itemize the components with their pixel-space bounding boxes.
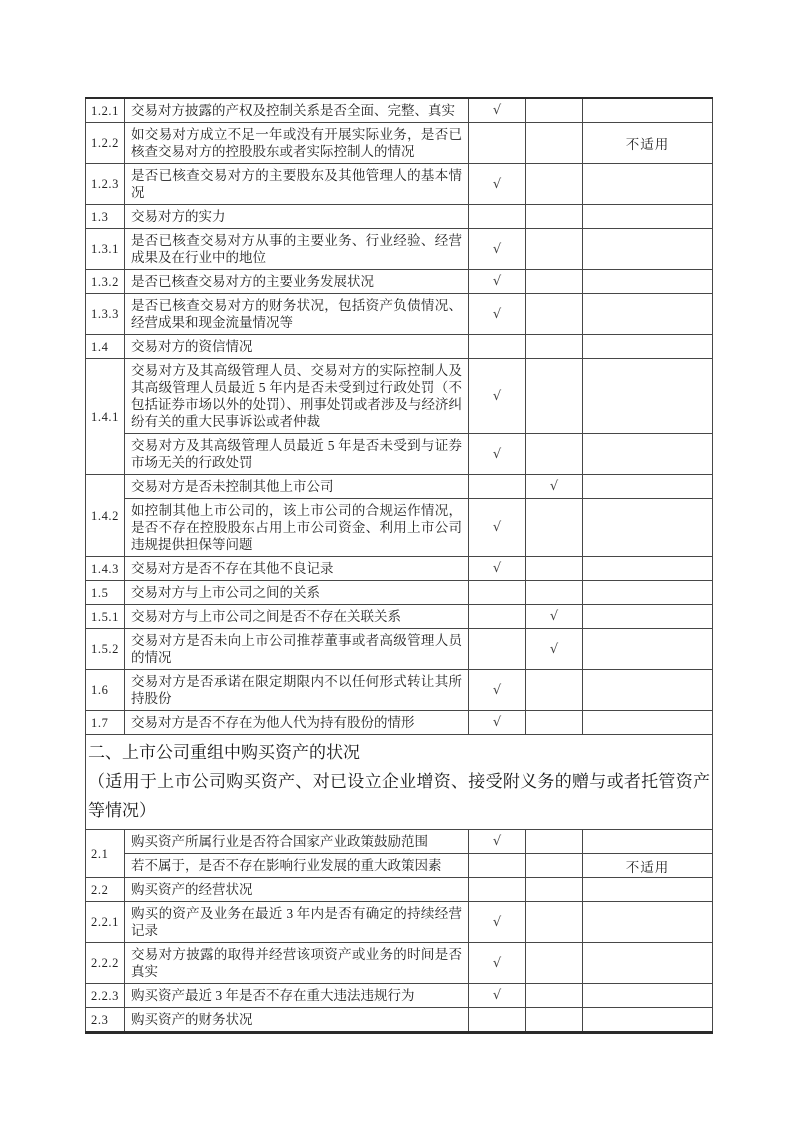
item-description: 交易对方是否未向上市公司推荐董事或者高级管理人员的情况	[125, 629, 469, 670]
item-number: 1.4.1	[86, 359, 125, 475]
item-number: 1.6	[86, 670, 125, 711]
table-row	[86, 711, 713, 735]
check-cell-2	[526, 943, 583, 984]
item-description: 购买资产所属行业是否符合国家产业政策鼓励范围	[125, 830, 469, 854]
item-number: 1.2.2	[86, 123, 125, 164]
checklist-body	[86, 98, 713, 1033]
check-cell-1	[469, 1008, 526, 1033]
item-description: 交易对方披露的取得并经营该项资产或业务的时间是否真实	[125, 943, 469, 984]
remark-cell	[583, 943, 713, 984]
item-number: 2.2.1	[86, 902, 125, 943]
table-row	[86, 902, 713, 943]
check-cell-2	[526, 359, 583, 434]
check-cell-2	[526, 581, 583, 605]
check-cell-2	[526, 670, 583, 711]
item-description: 交易对方及其高级管理人员、交易对方的实际控制人及其高级管理人员最近 5 年内是否未受到过行政处罚（不包括证券市场以外的处罚）、刑事处罚或者涉及与经济纠纷有关的重大民事诉讼或者仲裁	[125, 359, 469, 434]
table-row	[86, 229, 713, 270]
table-row	[86, 670, 713, 711]
due-diligence-checklist-table	[85, 97, 713, 1034]
table-row	[86, 1008, 713, 1033]
check-cell-2	[526, 878, 583, 902]
item-number: 1.2.3	[86, 164, 125, 205]
table-row	[86, 830, 713, 854]
remark-cell	[583, 830, 713, 854]
section-header-cell	[86, 735, 713, 830]
remark-cell	[583, 359, 713, 434]
remark-cell	[583, 557, 713, 581]
remark-cell	[583, 629, 713, 670]
check-cell-2: √	[526, 605, 583, 629]
item-description: 是否已核查交易对方的主要业务发展状况	[125, 270, 469, 294]
check-cell-2	[526, 270, 583, 294]
item-description: 交易对方与上市公司之间是否不存在关联关系	[125, 605, 469, 629]
table-row	[86, 984, 713, 1008]
check-cell-1	[469, 205, 526, 229]
section-title: 二、上市公司重组中购买资产的状况	[88, 743, 360, 762]
table-row	[86, 164, 713, 205]
item-description: 交易对方披露的产权及控制关系是否全面、完整、真实	[125, 98, 469, 123]
table-row	[86, 205, 713, 229]
check-cell-2	[526, 123, 583, 164]
check-cell-2	[526, 854, 583, 878]
check-cell-2	[526, 229, 583, 270]
remark-cell	[583, 605, 713, 629]
check-cell-1	[469, 605, 526, 629]
table-row	[86, 943, 713, 984]
item-number: 1.4.2	[86, 475, 125, 557]
table-row	[86, 270, 713, 294]
check-cell-1: √	[469, 434, 526, 475]
section-subtitle: （适用于上市公司购买资产、对已设立企业增资、接受附义务的赠与或者托管资产等情况）	[88, 772, 710, 820]
item-description: 交易对方的实力	[125, 205, 469, 229]
check-cell-1	[469, 475, 526, 499]
item-description: 交易对方是否不存在其他不良记录	[125, 557, 469, 581]
check-cell-2	[526, 499, 583, 557]
table-row	[86, 359, 713, 434]
check-cell-1: √	[469, 359, 526, 434]
item-number: 2.2.3	[86, 984, 125, 1008]
item-number: 1.4	[86, 335, 125, 359]
check-cell-2	[526, 984, 583, 1008]
remark-cell	[583, 499, 713, 557]
check-cell-1	[469, 123, 526, 164]
table-row	[86, 581, 713, 605]
check-cell-2	[526, 1008, 583, 1033]
check-cell-1: √	[469, 270, 526, 294]
item-number: 1.7	[86, 711, 125, 735]
item-number: 1.4.3	[86, 557, 125, 581]
check-cell-1: √	[469, 98, 526, 123]
table-row	[86, 854, 713, 878]
remark-cell	[583, 434, 713, 475]
item-description: 购买资产的经营状况	[125, 878, 469, 902]
item-description: 若不属于，是否不存在影响行业发展的重大政策因素	[125, 854, 469, 878]
table-row	[86, 123, 713, 164]
check-cell-2	[526, 902, 583, 943]
remark-cell	[583, 164, 713, 205]
table-row	[86, 499, 713, 557]
table-row	[86, 878, 713, 902]
check-cell-1: √	[469, 164, 526, 205]
check-cell-1: √	[469, 830, 526, 854]
item-number: 1.3.2	[86, 270, 125, 294]
check-cell-1: √	[469, 229, 526, 270]
item-number: 2.1	[86, 830, 125, 878]
item-description: 交易对方与上市公司之间的关系	[125, 581, 469, 605]
remark-cell	[583, 229, 713, 270]
check-cell-1	[469, 581, 526, 605]
check-cell-2	[526, 557, 583, 581]
item-number: 1.5.1	[86, 605, 125, 629]
table-row	[86, 605, 713, 629]
check-cell-1: √	[469, 499, 526, 557]
remark-cell	[583, 902, 713, 943]
section-row	[86, 735, 713, 830]
item-description: 是否已核查交易对方的财务状况，包括资产负债情况、经营成果和现金流量情况等	[125, 294, 469, 335]
item-description: 交易对方是否承诺在限定期限内不以任何形式转让其所持股份	[125, 670, 469, 711]
check-cell-1: √	[469, 711, 526, 735]
item-description: 购买的资产及业务在最近 3 年内是否有确定的持续经营记录	[125, 902, 469, 943]
item-number: 1.2.1	[86, 98, 125, 123]
remark-cell	[583, 581, 713, 605]
item-description: 是否已核查交易对方从事的主要业务、行业经验、经营成果及在行业中的地位	[125, 229, 469, 270]
check-cell-1	[469, 335, 526, 359]
check-cell-2	[526, 294, 583, 335]
remark-cell	[583, 98, 713, 123]
table-row	[86, 475, 713, 499]
remark-cell	[583, 335, 713, 359]
item-number: 2.2.2	[86, 943, 125, 984]
item-description: 购买资产最近 3 年是否不存在重大违法违规行为	[125, 984, 469, 1008]
check-cell-2	[526, 98, 583, 123]
remark-cell: 不适用	[583, 854, 713, 878]
remark-cell	[583, 711, 713, 735]
remark-cell	[583, 205, 713, 229]
item-number: 2.3	[86, 1008, 125, 1033]
check-cell-1	[469, 854, 526, 878]
item-description: 交易对方是否未控制其他上市公司	[125, 475, 469, 499]
remark-cell	[583, 270, 713, 294]
item-number: 1.5	[86, 581, 125, 605]
item-description: 如交易对方成立不足一年或没有开展实际业务，是否已核查交易对方的控股股东或者实际控制人的情况	[125, 123, 469, 164]
remark-cell	[583, 1008, 713, 1033]
remark-cell	[583, 670, 713, 711]
check-cell-1: √	[469, 294, 526, 335]
remark-cell: 不适用	[583, 123, 713, 164]
table-row	[86, 557, 713, 581]
check-cell-2	[526, 205, 583, 229]
remark-cell	[583, 294, 713, 335]
item-description: 如控制其他上市公司的，该上市公司的合规运作情况，是否不存在控股股东占用上市公司资金、利用上市公司违规提供担保等问题	[125, 499, 469, 557]
item-description: 购买资产的财务状况	[125, 1008, 469, 1033]
check-cell-1: √	[469, 557, 526, 581]
table-row	[86, 434, 713, 475]
check-cell-1: √	[469, 984, 526, 1008]
check-cell-1	[469, 878, 526, 902]
item-number: 1.3	[86, 205, 125, 229]
check-cell-1: √	[469, 943, 526, 984]
remark-cell	[583, 878, 713, 902]
item-number: 1.3.3	[86, 294, 125, 335]
table-row	[86, 335, 713, 359]
check-cell-2	[526, 335, 583, 359]
check-cell-2	[526, 830, 583, 854]
check-cell-2: √	[526, 629, 583, 670]
check-cell-1: √	[469, 902, 526, 943]
remark-cell	[583, 475, 713, 499]
remark-cell	[583, 984, 713, 1008]
table-row	[86, 294, 713, 335]
table-row	[86, 629, 713, 670]
item-description: 交易对方及其高级管理人员最近 5 年是否未受到与证券市场无关的行政处罚	[125, 434, 469, 475]
check-cell-2	[526, 434, 583, 475]
table-row	[86, 98, 713, 123]
check-cell-1: √	[469, 670, 526, 711]
check-cell-1	[469, 629, 526, 670]
check-cell-2	[526, 711, 583, 735]
item-description: 交易对方是否不存在为他人代为持有股份的情形	[125, 711, 469, 735]
item-number: 1.3.1	[86, 229, 125, 270]
item-description: 是否已核查交易对方的主要股东及其他管理人的基本情况	[125, 164, 469, 205]
check-cell-2	[526, 164, 583, 205]
item-number: 2.2	[86, 878, 125, 902]
item-number: 1.5.2	[86, 629, 125, 670]
check-cell-2: √	[526, 475, 583, 499]
item-description: 交易对方的资信情况	[125, 335, 469, 359]
